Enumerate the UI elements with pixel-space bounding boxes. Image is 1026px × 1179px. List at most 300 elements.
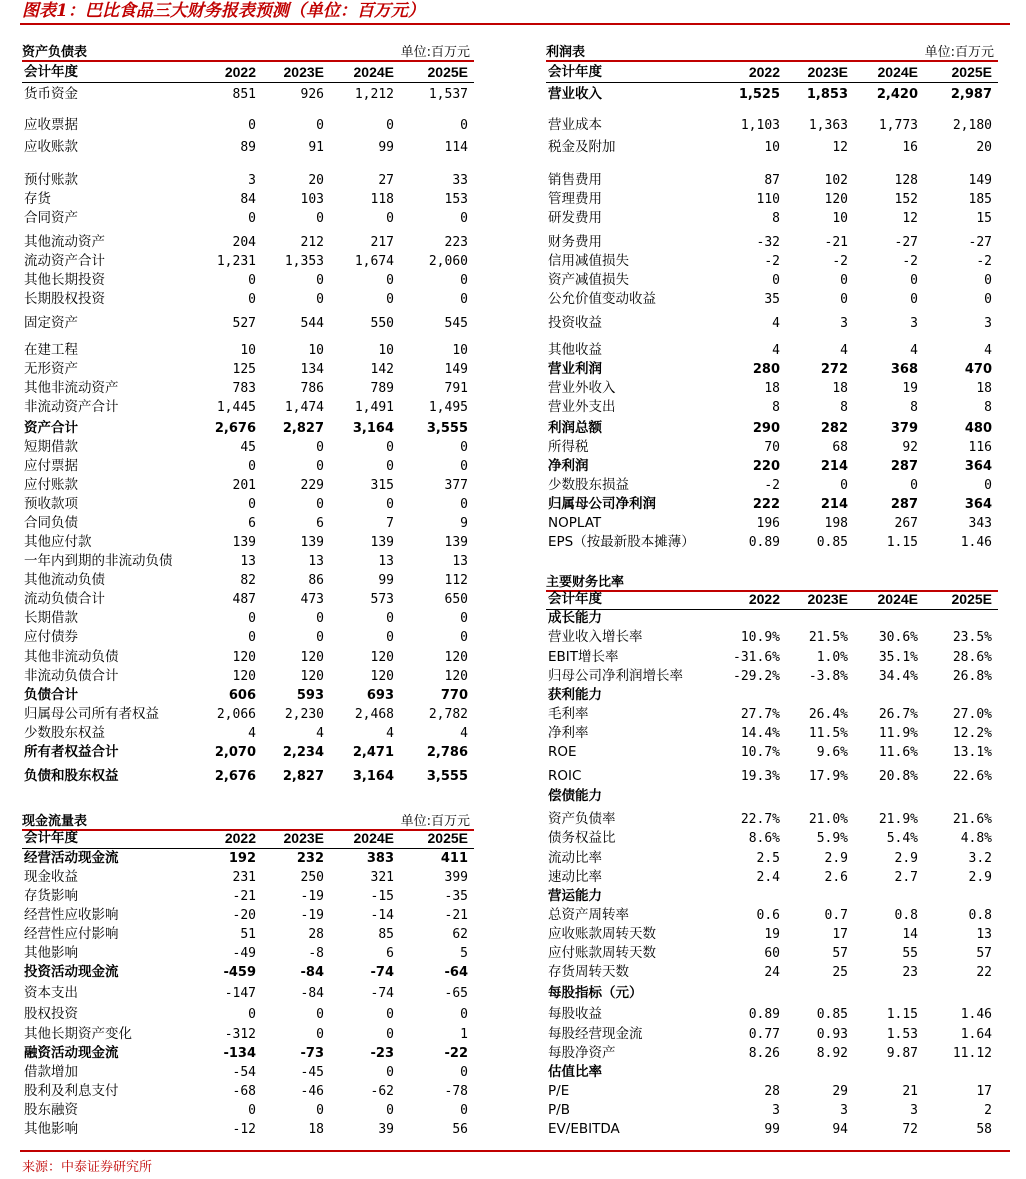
income-cell: 12	[832, 140, 848, 155]
balance-cell: 4	[248, 726, 256, 741]
ratio-row	[546, 1120, 998, 1139]
cashflow-row	[22, 925, 474, 944]
income-cell: 8	[772, 400, 780, 415]
cashflow-row-label: 股利及利息支付	[24, 1083, 119, 1099]
cashflow-row-label: 融资活动现金流	[24, 1045, 119, 1061]
income-row	[546, 360, 998, 379]
cashflow-row	[22, 1005, 474, 1024]
cashflow-cell: -54	[232, 1065, 256, 1080]
cashflow-row-label: 经营活动现金流	[24, 850, 119, 866]
balance-cell: 4	[386, 726, 394, 741]
balance-cell: 99	[378, 140, 394, 155]
balance-cell: 125	[232, 362, 256, 377]
cashflow-cell: -49	[232, 946, 256, 961]
cashflow-cell: 0	[386, 1027, 394, 1042]
ratio-cell: 0.8	[968, 908, 992, 923]
cashflow-cell: 0	[460, 1007, 468, 1022]
cashflow-cell: 56	[452, 1122, 468, 1137]
ratio-cell: 11.6%	[878, 745, 918, 760]
year-2023e: 2023E	[283, 830, 324, 846]
balance-cell: 0	[386, 440, 394, 455]
ratio-cell: 9.87	[886, 1046, 918, 1061]
ratio-cell: 2	[984, 1103, 992, 1118]
income-cell: 102	[824, 173, 848, 188]
balance-cell: 2,782	[428, 707, 468, 722]
balance-cell: 10	[452, 343, 468, 358]
cashflow-title: 现金流量表	[22, 814, 88, 829]
income-cell: 364	[964, 459, 992, 474]
cashflow-row-label: 资本支出	[24, 985, 78, 1001]
ratio-row-label: 成长能力	[548, 610, 602, 626]
income-row	[546, 209, 998, 228]
balance-cell: 0	[460, 630, 468, 645]
balance-cell: 487	[232, 592, 256, 607]
ratio-cell: 26.4%	[808, 707, 848, 722]
balance-cell: 223	[444, 235, 468, 250]
cashflow-row-label: 股权投资	[24, 1006, 78, 1022]
ratio-cell: 99	[764, 1122, 780, 1137]
income-row-label: 销售费用	[548, 172, 602, 188]
ratio-row-label: 应收账款周转天数	[548, 926, 656, 942]
income-cell: -2	[764, 478, 780, 493]
ratio-row	[546, 868, 998, 887]
ratio-cell: 34.4%	[878, 669, 918, 684]
cashflow-cell: 0	[316, 1007, 324, 1022]
balance-cell: 99	[378, 573, 394, 588]
income-cell: 364	[964, 497, 992, 512]
income-cell: 272	[820, 362, 848, 377]
cashflow-cell: 6	[386, 946, 394, 961]
ratio-cell: 3	[840, 1103, 848, 1118]
ratio-cell: 2.9	[824, 851, 848, 866]
balance-row	[22, 233, 474, 252]
unit-label: 单位:百万元	[400, 814, 470, 829]
balance-cell: 120	[444, 650, 468, 665]
income-row	[546, 419, 998, 438]
ratio-cell: 19.3%	[740, 769, 780, 784]
balance-cell: 783	[232, 381, 256, 396]
ratio-cell: 30.6%	[878, 630, 918, 645]
cashflow-row	[22, 963, 474, 982]
balance-cell: 550	[370, 316, 394, 331]
balance-row	[22, 571, 474, 590]
balance-cell: 0	[248, 273, 256, 288]
balance-cell: 86	[308, 573, 324, 588]
income-row	[546, 341, 998, 360]
ratio-cell: 58	[976, 1122, 992, 1137]
cashflow-cell: -15	[370, 889, 394, 904]
ratio-row	[546, 686, 998, 705]
balance-cell: 650	[444, 592, 468, 607]
ratio-row-label: 毛利率	[548, 706, 589, 722]
ratio-row-label: 每股指标（元）	[548, 985, 643, 1001]
ratio-row-label: 应付账款周转天数	[548, 945, 656, 961]
income-cell: 1.15	[886, 535, 918, 550]
ratio-row-label: ROE	[548, 744, 577, 760]
ratio-cell: 23	[902, 965, 918, 980]
ratio-cell: 2.6	[824, 870, 848, 885]
balance-cell: 10	[308, 343, 324, 358]
cashflow-cell: -46	[300, 1084, 324, 1099]
ratio-row	[546, 667, 998, 686]
ratio-row-label: P/B	[548, 1102, 570, 1118]
income-cell: -27	[894, 235, 918, 250]
income-cell: 1,525	[738, 87, 780, 102]
ratio-cell: 3	[772, 1103, 780, 1118]
balance-cell: 112	[444, 573, 468, 588]
ratio-cell: 14	[902, 927, 918, 942]
balance-row-label: 流动资产合计	[24, 253, 105, 269]
ratio-cell: 10.9%	[740, 630, 780, 645]
income-row	[546, 438, 998, 457]
balance-cell: 120	[370, 650, 394, 665]
cashflow-cell: 383	[366, 851, 394, 866]
balance-row	[22, 341, 474, 360]
cashflow-row	[22, 984, 474, 1003]
ratio-cell: 22	[976, 965, 992, 980]
cashflow-cell: -147	[224, 986, 256, 1001]
income-row	[546, 314, 998, 333]
ratio-row-label: 营业收入增长率	[548, 629, 643, 645]
balance-cell: 1,212	[354, 87, 394, 102]
income-row	[546, 252, 998, 271]
ratio-row-label: 净利率	[548, 725, 589, 741]
cashflow-row-label: 其他长期资产变化	[24, 1026, 132, 1042]
ratio-cell: 60	[764, 946, 780, 961]
ratio-row	[546, 963, 998, 982]
balance-cell: 134	[300, 362, 324, 377]
balance-cell: 120	[232, 669, 256, 684]
income-row	[546, 116, 998, 135]
income-cell: 0	[984, 273, 992, 288]
balance-row-label: 长期股权投资	[24, 291, 105, 307]
balance-cell: 0	[316, 630, 324, 645]
cashflow-cell: 51	[240, 927, 256, 942]
bottom-divider	[20, 1150, 1010, 1152]
cashflow-cell: -12	[232, 1122, 256, 1137]
cashflow-row-label: 股东融资	[24, 1102, 78, 1118]
income-cell: -27	[968, 235, 992, 250]
balance-row	[22, 190, 474, 209]
income-cell: 282	[820, 421, 848, 436]
balance-cell: 91	[308, 140, 324, 155]
income-cell: 19	[902, 381, 918, 396]
income-cell: -32	[756, 235, 780, 250]
ratio-row	[546, 1082, 998, 1101]
ratio-cell: 2.4	[756, 870, 780, 885]
balance-cell: 33	[452, 173, 468, 188]
ratio-cell: 12.2%	[952, 726, 992, 741]
balance-cell: 0	[248, 459, 256, 474]
balance-cell: 204	[232, 235, 256, 250]
balance-cell: 4	[460, 726, 468, 741]
income-row	[546, 138, 998, 157]
cashflow-header	[22, 810, 474, 831]
income-cell: 4	[910, 343, 918, 358]
ratio-cell: 0.77	[748, 1027, 780, 1042]
ratio-cell: 57	[832, 946, 848, 961]
balance-cell: 0	[316, 440, 324, 455]
balance-cell: 0	[386, 497, 394, 512]
cashflow-cell: 411	[440, 851, 468, 866]
cashflow-row	[22, 1082, 474, 1101]
cashflow-cell: -23	[370, 1046, 394, 1061]
income-header	[546, 41, 998, 62]
year-2022: 2022	[748, 64, 780, 80]
balance-cell: 786	[300, 381, 324, 396]
income-row	[546, 190, 998, 209]
income-cell: 149	[968, 173, 992, 188]
balance-row	[22, 290, 474, 309]
income-cell: 92	[902, 440, 918, 455]
ratio-row-label: EBIT增长率	[548, 649, 619, 665]
cashflow-row	[22, 906, 474, 925]
balance-row	[22, 457, 474, 476]
balance-row-label: 货币资金	[24, 86, 78, 102]
balance-row-label: 固定资产	[24, 315, 78, 331]
cashflow-cell: 321	[370, 870, 394, 885]
income-row-label: 营业收入	[548, 86, 602, 102]
cashflow-row	[22, 1063, 474, 1082]
income-row-label: 信用减值损失	[548, 253, 629, 269]
ratio-cell: 1.15	[886, 1007, 918, 1022]
balance-row	[22, 271, 474, 290]
cashflow-cell: 62	[452, 927, 468, 942]
ratio-row-label: 流动比率	[548, 850, 602, 866]
balance-cell: 89	[240, 140, 256, 155]
income-year-header	[546, 63, 998, 83]
balance-cell: 3,555	[426, 769, 468, 784]
income-row-label: 财务费用	[548, 234, 602, 250]
balance-cell: 0	[460, 440, 468, 455]
cashflow-row	[22, 944, 474, 963]
ratio-row-label: 速动比率	[548, 869, 602, 885]
income-row-label: EPS（按最新股本摊薄）	[548, 534, 695, 550]
ratio-cell: 8.6%	[748, 831, 780, 846]
ratio-row-label: 偿债能力	[548, 788, 602, 804]
cashflow-cell: -68	[232, 1084, 256, 1099]
ratio-row-label: ROIC	[548, 768, 582, 784]
ratio-cell: 8.92	[816, 1046, 848, 1061]
balance-cell: 544	[300, 316, 324, 331]
ratio-cell: 29	[832, 1084, 848, 1099]
balance-row-label: 非流动资产合计	[24, 399, 119, 415]
balance-row-label: 其他非流动负债	[24, 649, 119, 665]
cashflow-cell: -45	[300, 1065, 324, 1080]
ratio-cell: 1.0%	[816, 650, 848, 665]
income-cell: -2	[832, 254, 848, 269]
balance-cell: 217	[370, 235, 394, 250]
balance-cell: 103	[300, 192, 324, 207]
source-note: 来源：中泰证券研究所	[22, 1160, 153, 1175]
cashflow-cell: 0	[386, 1007, 394, 1022]
income-cell: 1,103	[740, 118, 780, 133]
ratio-cell: 3.2	[968, 851, 992, 866]
balance-row-label: 其他流动负债	[24, 572, 105, 588]
ratio-cell: 2.5	[756, 851, 780, 866]
ratio-cell: -3.8%	[808, 669, 848, 684]
income-row	[546, 85, 998, 104]
balance-cell: 0	[316, 118, 324, 133]
ratio-cell: 11.9%	[878, 726, 918, 741]
cashflow-cell: -84	[300, 965, 324, 980]
ratio-row	[546, 944, 998, 963]
ratio-cell: 0.89	[748, 1007, 780, 1022]
figure-title: 图表1：巴比食品三大财务报表预测（单位：百万元）	[22, 1, 425, 21]
balance-cell: 139	[300, 535, 324, 550]
income-cell: 480	[964, 421, 992, 436]
balance-cell: 545	[444, 316, 468, 331]
balance-cell: 10	[240, 343, 256, 358]
ratio-cell: 8.26	[748, 1046, 780, 1061]
balance-cell: 142	[370, 362, 394, 377]
cashflow-cell: 192	[228, 851, 256, 866]
balance-cell: 0	[316, 459, 324, 474]
income-cell: -2	[976, 254, 992, 269]
income-row-label: 少数股东损益	[548, 477, 629, 493]
balance-row-label: 流动负债合计	[24, 591, 105, 607]
income-cell: 110	[756, 192, 780, 207]
ratio-cell: -29.2%	[733, 669, 780, 684]
balance-row-label: 负债合计	[24, 687, 78, 703]
cashflow-row-label: 其他影响	[24, 945, 78, 961]
income-row-label: 所得税	[548, 439, 589, 455]
income-row	[546, 533, 998, 552]
balance-cell: 2,070	[214, 745, 256, 760]
year-2022: 2022	[224, 64, 256, 80]
cashflow-year-header	[22, 829, 474, 849]
balance-cell: 3,164	[352, 421, 394, 436]
balance-row	[22, 116, 474, 135]
ratio-row	[546, 743, 998, 762]
income-row-label: 营业外支出	[548, 399, 616, 415]
income-row-label: 管理费用	[548, 191, 602, 207]
balance-cell: 1,231	[216, 254, 256, 269]
balance-row	[22, 252, 474, 271]
ratio-cell: 21.9%	[878, 812, 918, 827]
income-cell: 470	[964, 362, 992, 377]
income-cell: 70	[764, 440, 780, 455]
income-cell: 196	[756, 516, 780, 531]
cashflow-cell: -14	[370, 908, 394, 923]
balance-cell: 791	[444, 381, 468, 396]
balance-cell: 527	[232, 316, 256, 331]
income-cell: 0	[910, 292, 918, 307]
ratio-row-label: P/E	[548, 1083, 570, 1099]
cashflow-cell: -35	[444, 889, 468, 904]
income-cell: 0	[840, 292, 848, 307]
ratio-row	[546, 767, 998, 786]
balance-row-label: 其他流动资产	[24, 234, 105, 250]
balance-row	[22, 628, 474, 647]
ratio-cell: 1.46	[960, 1007, 992, 1022]
balance-cell: 13	[240, 554, 256, 569]
balance-row-label: 其他长期投资	[24, 272, 105, 288]
ratio-cell: 26.7%	[878, 707, 918, 722]
cashflow-cell: 1	[460, 1027, 468, 1042]
income-cell: 220	[752, 459, 780, 474]
income-row	[546, 379, 998, 398]
income-cell: 8	[772, 211, 780, 226]
income-row-label: 营业利润	[548, 361, 602, 377]
income-cell: 0	[984, 292, 992, 307]
ratio-cell: 17	[832, 927, 848, 942]
balance-sheet-header	[22, 41, 474, 62]
income-row	[546, 271, 998, 290]
cashflow-row-label: 借款增加	[24, 1064, 78, 1080]
income-cell: 0.85	[816, 535, 848, 550]
balance-row-label: 应收票据	[24, 117, 78, 133]
balance-row-label: 合同负债	[24, 515, 78, 531]
year-2024e: 2024E	[353, 830, 394, 846]
balance-row	[22, 590, 474, 609]
year-2024e: 2024E	[877, 64, 918, 80]
ratio-cell: 27.7%	[740, 707, 780, 722]
balance-cell: 114	[444, 140, 468, 155]
ratio-cell: 17.9%	[808, 769, 848, 784]
year-2023e: 2023E	[283, 64, 324, 80]
balance-row-label: 一年内到期的非流动负债	[24, 553, 173, 569]
ratio-cell: 0.6	[756, 908, 780, 923]
income-cell: 287	[890, 459, 918, 474]
balance-row-label: 应收账款	[24, 139, 78, 155]
cashflow-row	[22, 887, 474, 906]
cashflow-cell: -65	[444, 986, 468, 1001]
balance-cell: 0	[460, 459, 468, 474]
income-row-label: 其他收益	[548, 342, 602, 358]
balance-cell: 0	[248, 118, 256, 133]
income-cell: -2	[902, 254, 918, 269]
balance-cell: 926	[300, 87, 324, 102]
income-cell: 15	[976, 211, 992, 226]
year-2024e: 2024E	[877, 591, 918, 607]
ratio-cell: 1.53	[886, 1027, 918, 1042]
year-2024e: 2024E	[353, 64, 394, 80]
ratio-row	[546, 1044, 998, 1063]
ratio-row-label: 总资产周转率	[548, 907, 629, 923]
balance-row	[22, 138, 474, 157]
ratio-cell: -31.6%	[733, 650, 780, 665]
ratio-row	[546, 887, 998, 906]
income-cell: 2,180	[952, 118, 992, 133]
income-cell: 10	[832, 211, 848, 226]
income-row	[546, 476, 998, 495]
balance-cell: 201	[232, 478, 256, 493]
income-cell: 198	[824, 516, 848, 531]
ratio-cell: 0.7	[824, 908, 848, 923]
income-cell: 368	[890, 362, 918, 377]
balance-cell: 0	[248, 292, 256, 307]
income-cell: 1,853	[806, 87, 848, 102]
cashflow-cell: -74	[370, 965, 394, 980]
balance-cell: 0	[316, 611, 324, 626]
balance-cell: 0	[386, 211, 394, 226]
balance-cell: 0	[248, 211, 256, 226]
balance-row-label: 应付票据	[24, 458, 78, 474]
income-row-label: 利润总额	[548, 420, 602, 436]
balance-cell: 0	[460, 273, 468, 288]
income-cell: 2,987	[950, 87, 992, 102]
income-row-label: 研发费用	[548, 210, 602, 226]
ratio-cell: 94	[832, 1122, 848, 1137]
ratio-row-label: 每股经营现金流	[548, 1026, 643, 1042]
income-row	[546, 457, 998, 476]
balance-cell: 2,468	[354, 707, 394, 722]
balance-cell: 0	[386, 611, 394, 626]
balance-row	[22, 724, 474, 743]
balance-cell: 0	[386, 459, 394, 474]
income-cell: 68	[832, 440, 848, 455]
